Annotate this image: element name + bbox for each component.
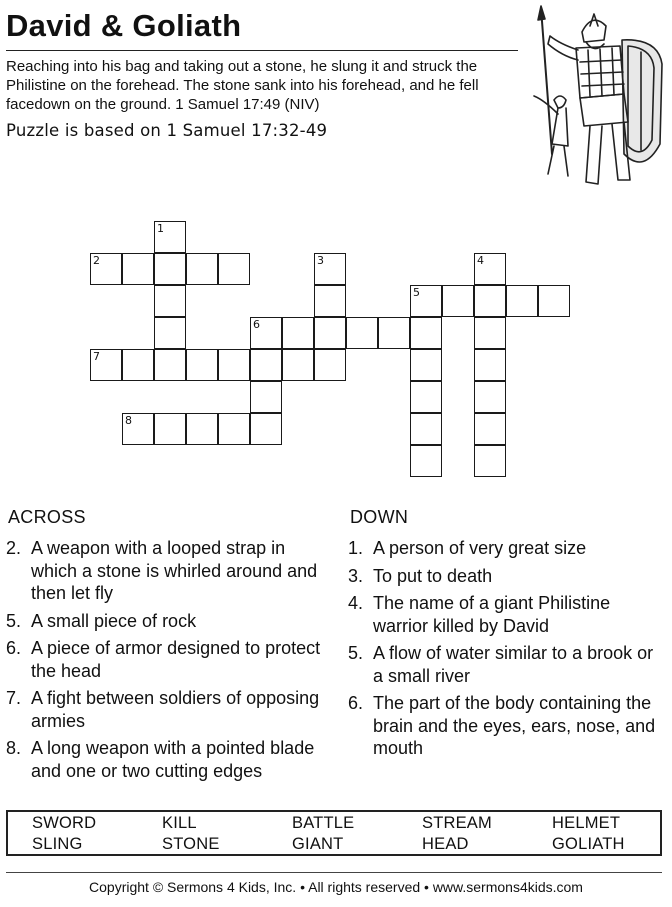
- puzzle-source-note: Puzzle is based on 1 Samuel 17:32-49: [6, 121, 328, 140]
- across-clue: [6, 737, 326, 782]
- word-bank-word: GIANT: [292, 835, 344, 853]
- crossword-cell[interactable]: [122, 349, 154, 381]
- crossword-cell[interactable]: [506, 285, 538, 317]
- crossword-cell[interactable]: [250, 413, 282, 445]
- down-clue: [348, 592, 666, 637]
- down-heading: DOWN: [350, 507, 409, 527]
- down-clue-list: [348, 537, 666, 765]
- crossword-cell[interactable]: [186, 413, 218, 445]
- across-clue: [6, 610, 326, 633]
- crossword-cell[interactable]: [410, 285, 442, 317]
- crossword-cell[interactable]: [218, 253, 250, 285]
- crossword-cell[interactable]: [410, 445, 442, 477]
- word-bank: [6, 810, 662, 856]
- clue-number-label: 8: [125, 414, 132, 427]
- clue-number: 6.: [348, 693, 364, 713]
- crossword-cell[interactable]: [314, 253, 346, 285]
- crossword-cell[interactable]: [346, 317, 378, 349]
- clue-number: 7.: [6, 688, 22, 708]
- clue-text: To put to death: [373, 565, 493, 586]
- word-bank-word: SWORD: [32, 814, 97, 832]
- crossword-cell[interactable]: [186, 349, 218, 381]
- crossword-cell[interactable]: [250, 317, 282, 349]
- down-clue: [348, 692, 666, 760]
- clue-number-label: 6: [253, 318, 260, 331]
- across-clue: [6, 537, 326, 605]
- crossword-cell[interactable]: [250, 349, 282, 381]
- footer-divider: [6, 872, 662, 873]
- down-clue: [348, 642, 666, 687]
- crossword-cell[interactable]: [122, 253, 154, 285]
- clue-number-label: 1: [157, 222, 164, 235]
- crossword-cell[interactable]: [378, 317, 410, 349]
- crossword-cell[interactable]: [154, 413, 186, 445]
- page-title: David & Goliath: [6, 8, 242, 43]
- word-bank-word: SLING: [32, 835, 83, 853]
- crossword-cell[interactable]: [90, 253, 122, 285]
- across-clue: [6, 637, 326, 682]
- clue-number: 8.: [6, 738, 22, 758]
- clue-number-label: 3: [317, 254, 324, 267]
- crossword-cell[interactable]: [474, 285, 506, 317]
- crossword-cell[interactable]: [90, 349, 122, 381]
- crossword-cell[interactable]: [410, 317, 442, 349]
- clue-number: 2.: [6, 538, 22, 558]
- down-clue: [348, 565, 666, 588]
- crossword-cell[interactable]: [154, 317, 186, 349]
- across-heading: ACROSS: [8, 507, 86, 527]
- clue-number: 3.: [348, 565, 364, 586]
- crossword-cell[interactable]: [474, 349, 506, 381]
- word-bank-word: STONE: [162, 835, 220, 853]
- crossword-cell[interactable]: [410, 381, 442, 413]
- clue-text: The name of a giant Philistine warrior killed by David: [373, 593, 611, 636]
- clue-number: 4.: [348, 593, 364, 613]
- crossword-cell[interactable]: [410, 413, 442, 445]
- clue-number: 1.: [348, 538, 364, 558]
- word-bank-word: GOLIATH: [552, 835, 625, 853]
- crossword-cell[interactable]: [282, 317, 314, 349]
- crossword-cell[interactable]: [122, 413, 154, 445]
- scripture-verse: Reaching into his bag and taking out a stone, he slung it and struck the Philistine on the forehead. The stone sank into his forehead, and he fell facedown on the ground. 1 Samuel 17:49 (NIV): [6, 58, 479, 113]
- word-bank-word: STREAM: [422, 814, 492, 832]
- clue-number-label: 5: [413, 286, 420, 299]
- crossword-cell[interactable]: [474, 317, 506, 349]
- crossword-cell[interactable]: [154, 285, 186, 317]
- clue-text: A weapon with a looped strap in which a stone is whirled around and then let fly: [31, 538, 318, 603]
- crossword-cell[interactable]: [474, 253, 506, 285]
- word-bank-word: BATTLE: [292, 814, 355, 832]
- clue-number-label: 4: [477, 254, 484, 267]
- crossword-cell[interactable]: [154, 349, 186, 381]
- clue-text: The part of the body containing the brain and the eyes, ears, nose, and mouth: [373, 693, 656, 758]
- clue-text: A person of very great size: [373, 538, 587, 558]
- crossword-cell[interactable]: [474, 413, 506, 445]
- down-clue: [348, 537, 666, 560]
- crossword-cell[interactable]: [154, 253, 186, 285]
- word-bank-word: HEAD: [422, 835, 469, 853]
- crossword-cell[interactable]: [218, 413, 250, 445]
- word-bank-word: KILL: [162, 814, 197, 832]
- crossword-cell[interactable]: [218, 349, 250, 381]
- clue-text: A long weapon with a pointed blade and one or two cutting edges: [31, 738, 315, 781]
- clue-text: A piece of armor designed to protect the head: [31, 638, 321, 681]
- clue-number: 5.: [348, 643, 364, 663]
- crossword-cell[interactable]: [314, 285, 346, 317]
- clue-number: 6.: [6, 638, 22, 658]
- crossword-cell[interactable]: [474, 381, 506, 413]
- crossword-cell[interactable]: [314, 317, 346, 349]
- crossword-cell[interactable]: [474, 445, 506, 477]
- crossword-cell[interactable]: [442, 285, 474, 317]
- clue-text: A flow of water similar to a brook or a small river: [373, 643, 654, 686]
- clue-number-label: 7: [93, 350, 100, 363]
- crossword-cell[interactable]: [250, 381, 282, 413]
- crossword-cell[interactable]: [154, 221, 186, 253]
- across-clue: [6, 687, 326, 732]
- clue-text: A small piece of rock: [31, 610, 197, 631]
- copyright-footer: Copyright © Sermons 4 Kids, Inc. • All rights reserved • www.sermons4kids.com: [89, 879, 583, 895]
- clue-number-label: 2: [93, 254, 100, 267]
- crossword-cell[interactable]: [282, 349, 314, 381]
- crossword-cell[interactable]: [314, 349, 346, 381]
- crossword-cell[interactable]: [538, 285, 570, 317]
- word-bank-word: HELMET: [552, 814, 621, 832]
- crossword-cell[interactable]: [186, 253, 218, 285]
- across-clue-list: [6, 537, 326, 787]
- clue-number: 5.: [6, 610, 22, 631]
- clue-text: A fight between soldiers of opposing armies: [31, 688, 320, 731]
- crossword-cell[interactable]: [410, 349, 442, 381]
